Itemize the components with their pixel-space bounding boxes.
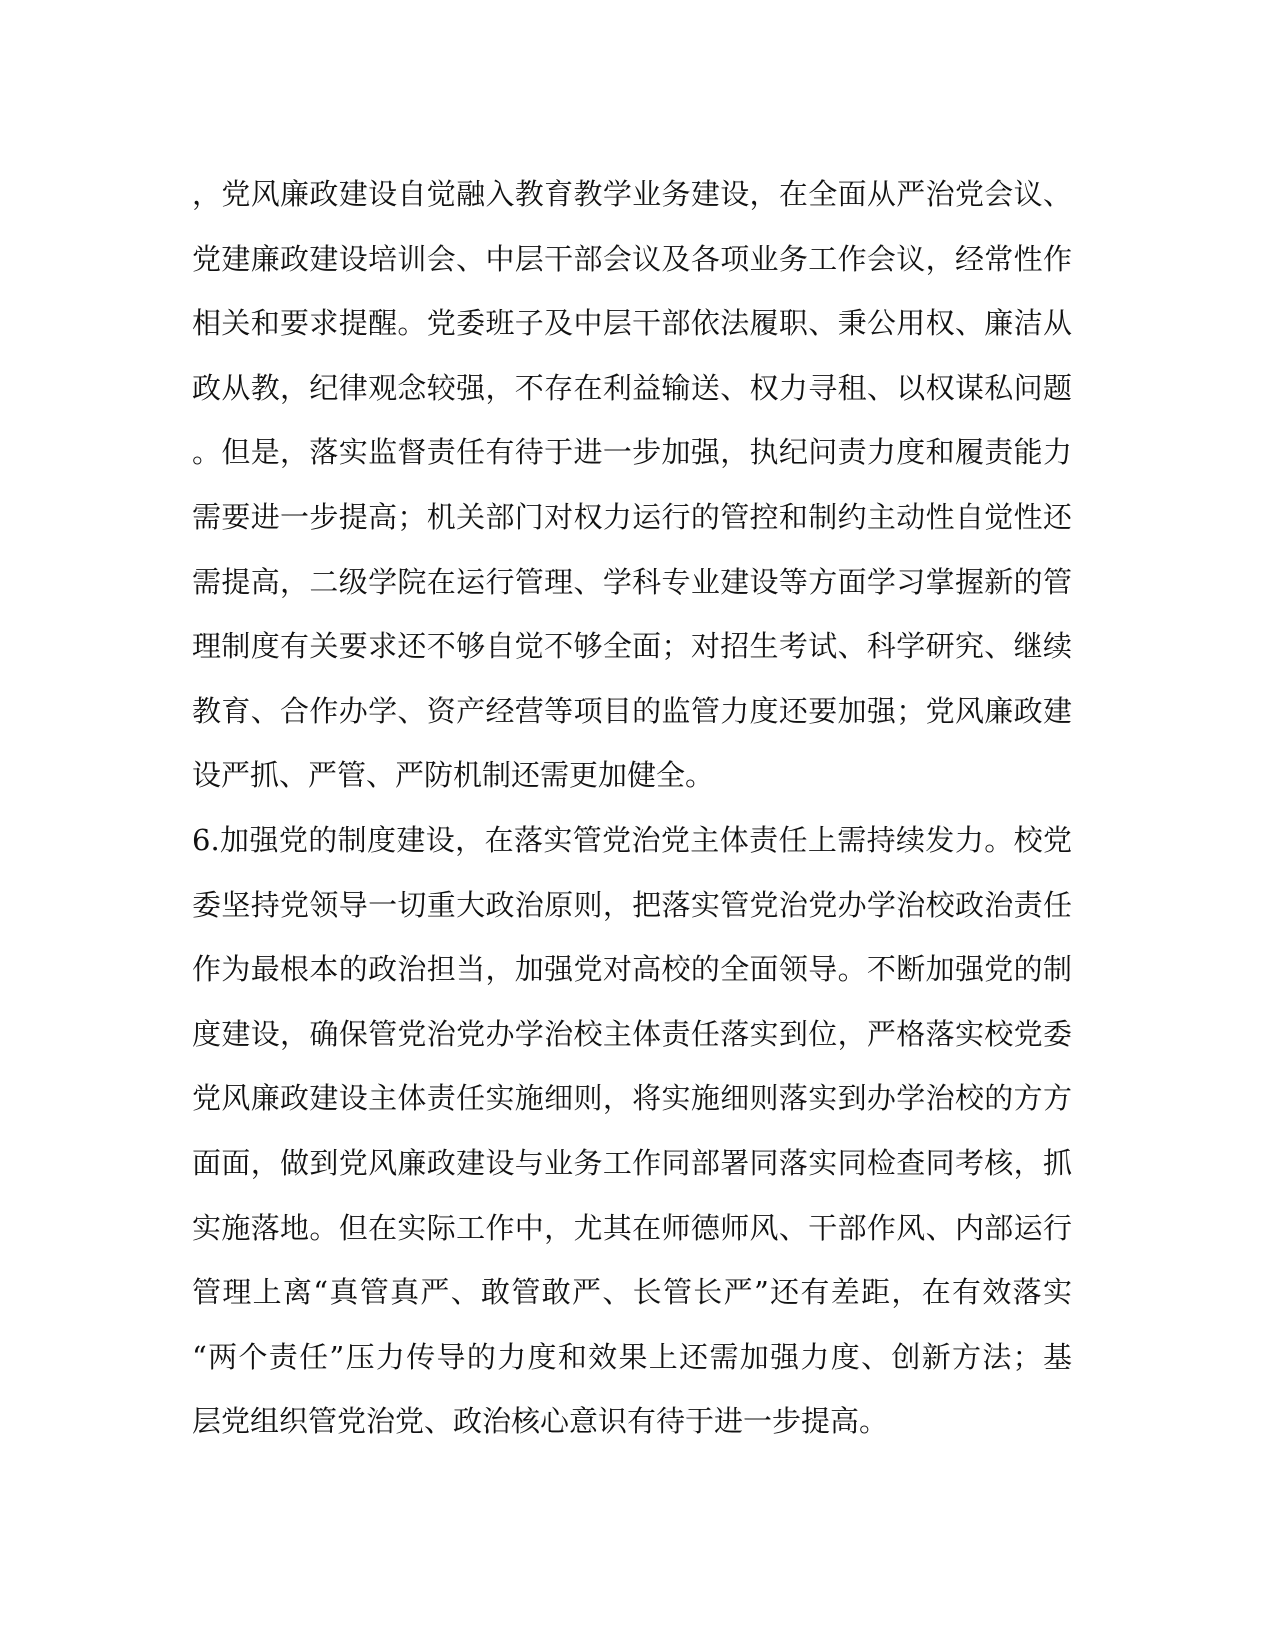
text-line: 党风廉政建设主体责任实施细则，将实施细则落实到办学治校的方方 (192, 1081, 1072, 1116)
text-line: 需提高，二级学院在运行管理、学科专业建设等方面学习掌握新的管 (192, 564, 1072, 599)
text-line: 实施落地。但在实际工作中，尤其在师德师风、干部作风、内部运行 (192, 1210, 1072, 1245)
text-line: 管理上离“真管真严、敢管敢严、长管长严”还有差距，在有效落实 (192, 1275, 1072, 1310)
text-line: 面面，做到党风廉政建设与业务工作同部署同落实同检查同考核，抓 (192, 1145, 1072, 1180)
text-line: 相关和要求提醒。党委班子及中层干部依法履职、秉公用权、廉洁从 (192, 306, 1072, 341)
text-line: 6.加强党的制度建设，在落实管党治党主体责任上需持续发力。校党 (192, 822, 1072, 857)
text-line: 层党组织管党治党、政治核心意识有待于进一步提高。 (192, 1404, 889, 1439)
text-line: 教育、合作办学、资产经营等项目的监管力度还要加强；党风廉政建 (192, 693, 1072, 728)
text-line: “两个责任”压力传导的力度和效果上还需加强力度、创新方法；基 (192, 1339, 1072, 1374)
text-line: 度建设，确保管党治党办学治校主体责任落实到位，严格落实校党委 (192, 1016, 1072, 1051)
text-line: ，党风廉政建设自觉融入教育教学业务建设，在全面从严治党会议、 (192, 177, 1072, 211)
text-line: 党建廉政建设培训会、中层干部会议及各项业务工作会议，经常性作 (192, 241, 1072, 276)
text-line: 委坚持党领导一切重大政治原则，把落实管党治党办学治校政治责任 (192, 887, 1072, 922)
text-line: 设严抓、严管、严防机制还需更加健全。 (192, 758, 715, 793)
text-line: 。但是，落实监督责任有待于进一步加强，执纪问责力度和履责能力 (192, 435, 1072, 470)
text-line: 需要进一步提高；机关部门对权力运行的管控和制约主动性自觉性还 (192, 499, 1072, 534)
body-text (192, 162, 1072, 1454)
text-line: 理制度有关要求还不够自觉不够全面；对招生考试、科学研究、继续 (192, 629, 1072, 664)
text-line: 政从教，纪律观念较强，不存在利益输送、权力寻租、以权谋私问题 (192, 370, 1072, 405)
text-line: 作为最根本的政治担当，加强党对高校的全面领导。不断加强党的制 (192, 952, 1072, 987)
